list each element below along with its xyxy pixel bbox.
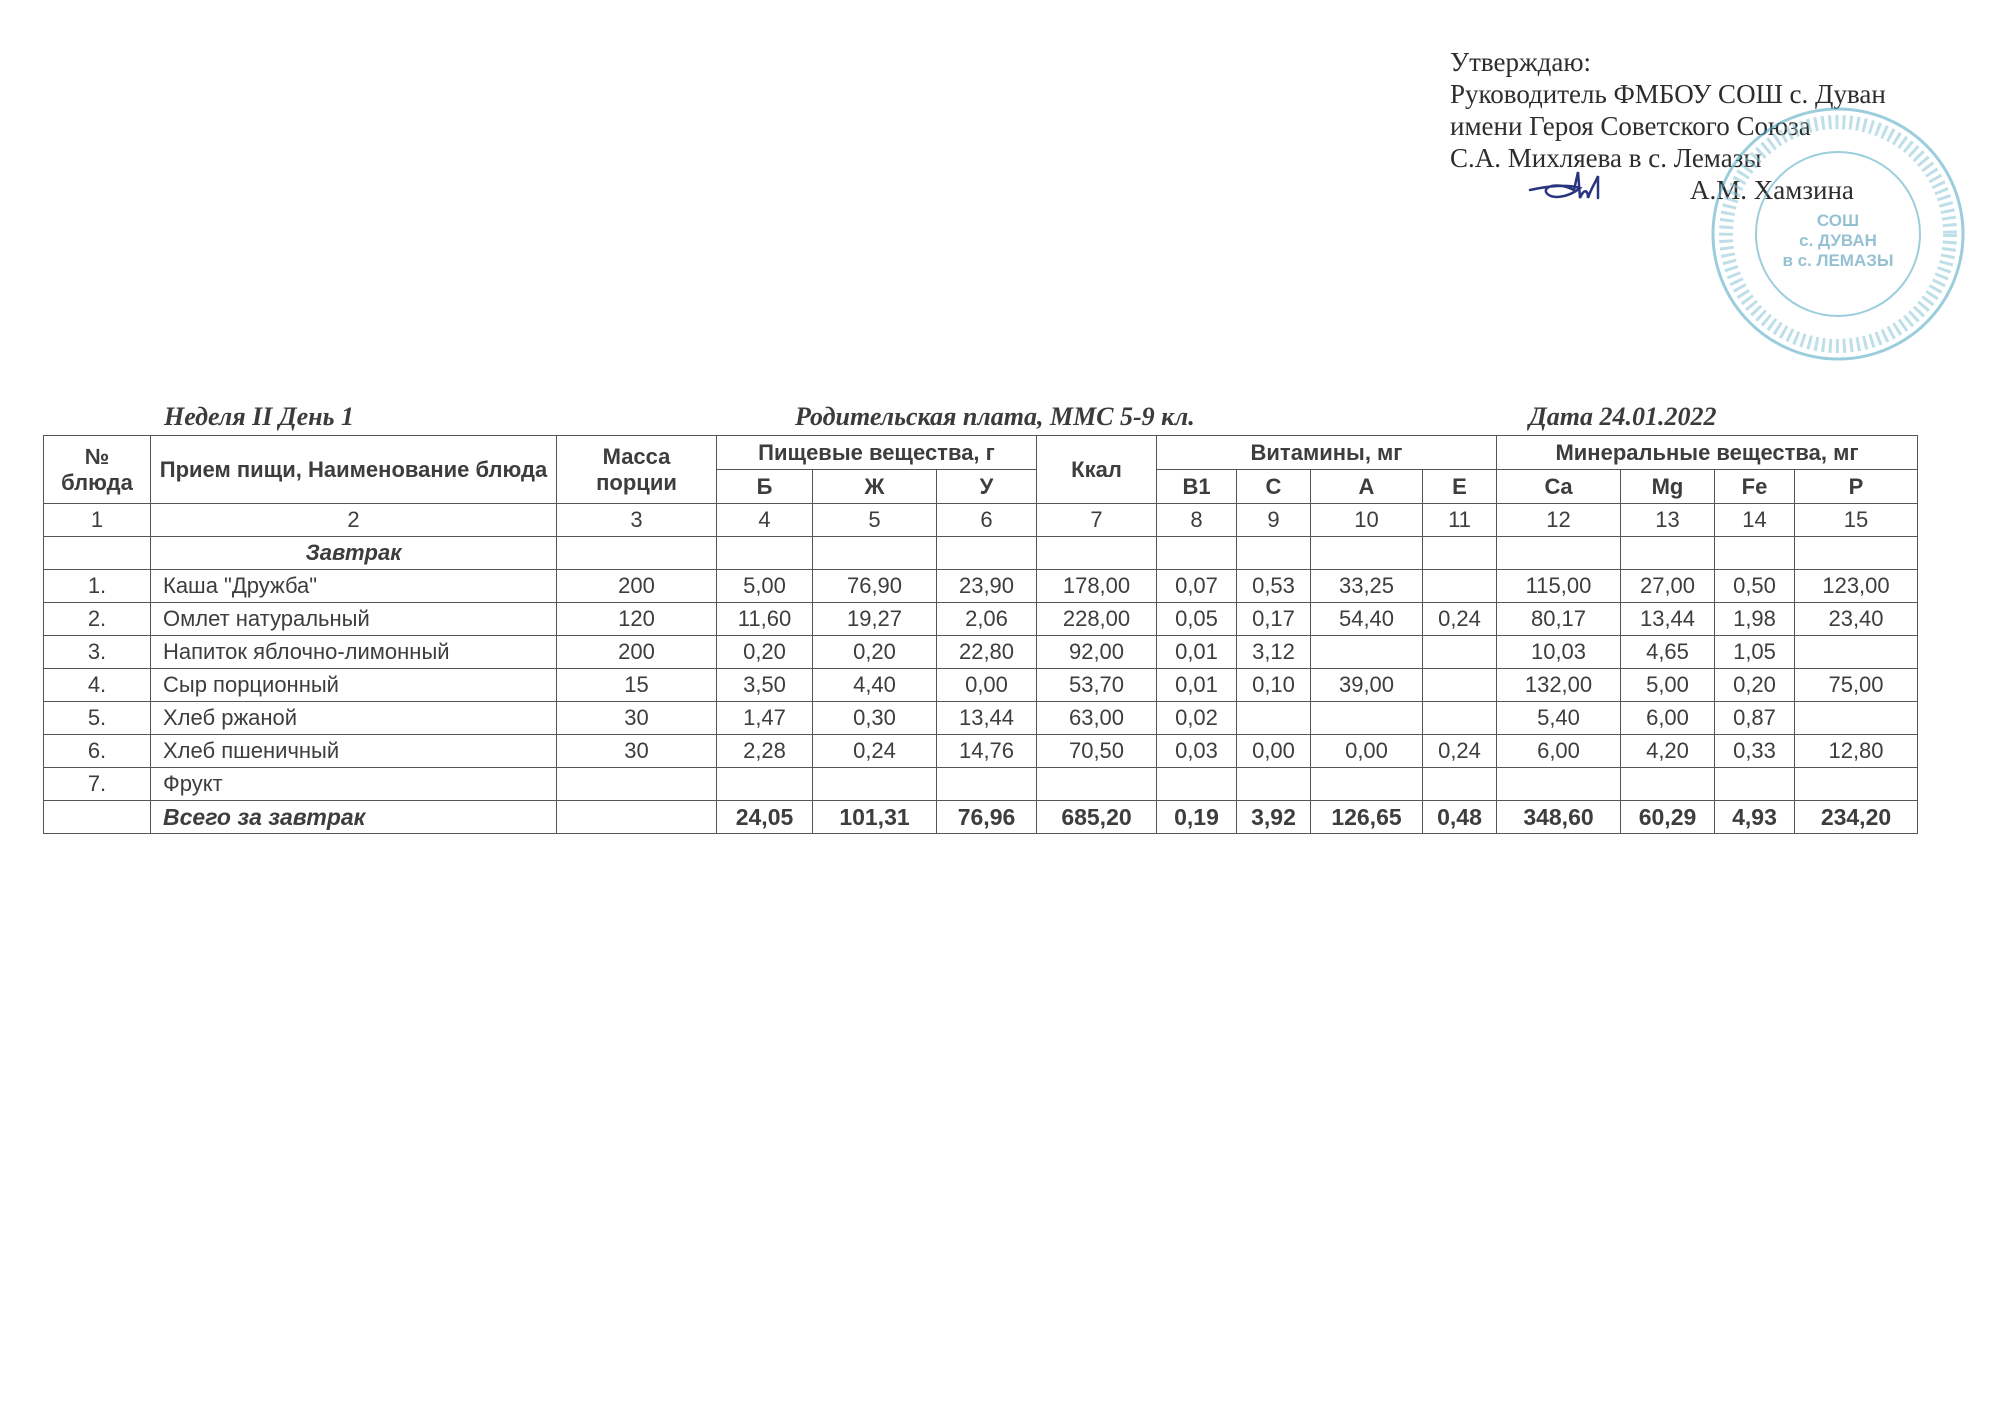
column-number: 11	[1423, 504, 1497, 537]
cell-b	[717, 768, 813, 801]
approval-heading: Утверждаю:	[1450, 47, 1592, 77]
meal-section-row	[44, 537, 1918, 570]
meal-label: Завтрак	[151, 537, 557, 570]
cell-e: 0,24	[1423, 603, 1497, 636]
cell-num: 1.	[44, 570, 151, 603]
col-header-p: P	[1795, 470, 1918, 504]
cell-a	[1311, 768, 1423, 801]
cell-mg: 6,00	[1621, 702, 1715, 735]
cell-e	[1423, 702, 1497, 735]
cell-kcal: 53,70	[1037, 669, 1157, 702]
cell-u: 0,00	[937, 669, 1037, 702]
col-header-b1: B1	[1157, 470, 1237, 504]
cell-zh: 0,20	[813, 636, 937, 669]
svg-text:в с. ЛЕМАЗЫ: в с. ЛЕМАЗЫ	[1782, 251, 1894, 270]
col-header-e: E	[1423, 470, 1497, 504]
cell-e: 0,24	[1423, 735, 1497, 768]
cell-fe: 0,20	[1715, 669, 1795, 702]
cell-e	[1423, 669, 1497, 702]
week-day-caption: Неделя II День 1	[164, 402, 354, 431]
total-e: 0,48	[1423, 801, 1497, 834]
cell-num: 7.	[44, 768, 151, 801]
total-mg: 60,29	[1621, 801, 1715, 834]
cell-fe: 0,33	[1715, 735, 1795, 768]
total-b1: 0,19	[1157, 801, 1237, 834]
cell-u: 2,06	[937, 603, 1037, 636]
approval-line-3: С.А. Михляева в с. Лемазы	[1450, 143, 1762, 173]
col-header-c: C	[1237, 470, 1311, 504]
cell-name: Омлет натуральный	[151, 603, 557, 636]
cell-p	[1795, 702, 1918, 735]
cell-name: Хлеб пшеничный	[151, 735, 557, 768]
table-row	[44, 636, 1918, 669]
cell-num: 2.	[44, 603, 151, 636]
cell-a	[1311, 702, 1423, 735]
cell-ca: 6,00	[1497, 735, 1621, 768]
total-a: 126,65	[1311, 801, 1423, 834]
col-header-a: A	[1311, 470, 1423, 504]
cell-c	[1237, 702, 1311, 735]
cell-kcal: 63,00	[1037, 702, 1157, 735]
signature-icon	[1528, 168, 1618, 208]
cell-name: Сыр порционный	[151, 669, 557, 702]
cell-b: 5,00	[717, 570, 813, 603]
cell-c: 3,12	[1237, 636, 1311, 669]
cell-p: 12,80	[1795, 735, 1918, 768]
cell-mass: 30	[557, 735, 717, 768]
cell-mass: 15	[557, 669, 717, 702]
cell-name: Каша "Дружба"	[151, 570, 557, 603]
col-header-ca: Ca	[1497, 470, 1621, 504]
cell-u: 14,76	[937, 735, 1037, 768]
cell-p: 75,00	[1795, 669, 1918, 702]
column-number: 13	[1621, 504, 1715, 537]
cell-ca: 115,00	[1497, 570, 1621, 603]
cell-kcal	[1037, 768, 1157, 801]
column-number: 15	[1795, 504, 1918, 537]
cell-p	[1795, 636, 1918, 669]
cell-b: 3,50	[717, 669, 813, 702]
signer-name: А.М. Хамзина	[1690, 175, 1854, 205]
cell-mass: 120	[557, 603, 717, 636]
approval-line-1: Руководитель ФМБОУ СОШ с. Дуван	[1450, 79, 1886, 109]
cell-b1: 0,05	[1157, 603, 1237, 636]
table-row	[44, 768, 1918, 801]
cell-u: 23,90	[937, 570, 1037, 603]
cell-zh	[813, 768, 937, 801]
cell-ca: 10,03	[1497, 636, 1621, 669]
cell-a	[1311, 636, 1423, 669]
cell-kcal: 70,50	[1037, 735, 1157, 768]
col-header-mass: Масса порции	[557, 436, 717, 504]
col-header-fe: Fe	[1715, 470, 1795, 504]
col-header-name: Прием пищи, Наименование блюда	[151, 436, 557, 504]
cell-fe: 0,87	[1715, 702, 1795, 735]
cell-mass: 200	[557, 636, 717, 669]
cell-u: 13,44	[937, 702, 1037, 735]
total-row	[44, 801, 1918, 834]
document-title: Родительская плата, ММС 5-9 кл.	[795, 402, 1195, 431]
cell-mg: 5,00	[1621, 669, 1715, 702]
approval-line-2: имени Героя Советского Союза	[1450, 111, 1811, 141]
cell-p: 123,00	[1795, 570, 1918, 603]
total-c: 3,92	[1237, 801, 1311, 834]
table-row	[44, 570, 1918, 603]
cell-fe	[1715, 768, 1795, 801]
cell-ca: 132,00	[1497, 669, 1621, 702]
column-number: 8	[1157, 504, 1237, 537]
total-fe: 4,93	[1715, 801, 1795, 834]
cell-mg	[1621, 768, 1715, 801]
cell-b1: 0,07	[1157, 570, 1237, 603]
cell-p	[1795, 768, 1918, 801]
cell-zh: 0,30	[813, 702, 937, 735]
dish-rows	[44, 570, 1918, 801]
table-row	[44, 603, 1918, 636]
column-number: 1	[44, 504, 151, 537]
cell-zh: 19,27	[813, 603, 937, 636]
column-number: 5	[813, 504, 937, 537]
cell-zh: 4,40	[813, 669, 937, 702]
column-number: 3	[557, 504, 717, 537]
cell-b: 11,60	[717, 603, 813, 636]
cell-a: 0,00	[1311, 735, 1423, 768]
cell-b1: 0,01	[1157, 669, 1237, 702]
total-zh: 101,31	[813, 801, 937, 834]
col-header-zh: Ж	[813, 470, 937, 504]
table-row	[44, 702, 1918, 735]
cell-e	[1423, 768, 1497, 801]
total-kcal: 685,20	[1037, 801, 1157, 834]
header-row-1	[44, 436, 1918, 470]
col-header-kcal: Ккал	[1037, 436, 1157, 504]
cell-ca: 5,40	[1497, 702, 1621, 735]
menu-table	[43, 435, 1918, 834]
column-number: 12	[1497, 504, 1621, 537]
cell-num: 5.	[44, 702, 151, 735]
school-stamp-icon	[1688, 104, 1988, 364]
cell-zh: 76,90	[813, 570, 937, 603]
cell-mass	[557, 768, 717, 801]
col-header-b: Б	[717, 470, 813, 504]
column-number: 9	[1237, 504, 1311, 537]
total-p: 234,20	[1795, 801, 1918, 834]
cell-kcal: 92,00	[1037, 636, 1157, 669]
col-header-num: № блюда	[44, 436, 151, 504]
cell-a: 39,00	[1311, 669, 1423, 702]
cell-num: 4.	[44, 669, 151, 702]
cell-kcal: 228,00	[1037, 603, 1157, 636]
cell-a: 54,40	[1311, 603, 1423, 636]
cell-fe: 0,50	[1715, 570, 1795, 603]
total-u: 76,96	[937, 801, 1037, 834]
column-number: 7	[1037, 504, 1157, 537]
total-ca: 348,60	[1497, 801, 1621, 834]
cell-ca	[1497, 768, 1621, 801]
cell-c: 0,53	[1237, 570, 1311, 603]
cell-mg: 4,20	[1621, 735, 1715, 768]
cell-name: Фрукт	[151, 768, 557, 801]
column-number: 4	[717, 504, 813, 537]
cell-c	[1237, 768, 1311, 801]
col-group-vitamins: Витамины, мг	[1157, 436, 1497, 470]
cell-b1: 0,02	[1157, 702, 1237, 735]
cell-u	[937, 768, 1037, 801]
column-number: 14	[1715, 504, 1795, 537]
cell-p: 23,40	[1795, 603, 1918, 636]
cell-kcal: 178,00	[1037, 570, 1157, 603]
cell-ca: 80,17	[1497, 603, 1621, 636]
cell-name: Напиток яблочно-лимонный	[151, 636, 557, 669]
cell-num: 3.	[44, 636, 151, 669]
cell-b1: 0,03	[1157, 735, 1237, 768]
column-number-row	[44, 504, 1918, 537]
column-number: 6	[937, 504, 1037, 537]
cell-mg: 13,44	[1621, 603, 1715, 636]
cell-a: 33,25	[1311, 570, 1423, 603]
table-row	[44, 735, 1918, 768]
col-header-u: У	[937, 470, 1037, 504]
total-label: Всего за завтрак	[151, 801, 557, 834]
cell-c: 0,10	[1237, 669, 1311, 702]
column-number: 10	[1311, 504, 1423, 537]
cell-mg: 4,65	[1621, 636, 1715, 669]
cell-e	[1423, 636, 1497, 669]
cell-b: 1,47	[717, 702, 813, 735]
cell-mg: 27,00	[1621, 570, 1715, 603]
col-group-nutrients: Пищевые вещества, г	[717, 436, 1037, 470]
col-group-minerals: Минеральные вещества, мг	[1497, 436, 1918, 470]
cell-num: 6.	[44, 735, 151, 768]
cell-mass: 30	[557, 702, 717, 735]
total-b: 24,05	[717, 801, 813, 834]
col-header-mg: Mg	[1621, 470, 1715, 504]
table-row	[44, 669, 1918, 702]
cell-mass: 200	[557, 570, 717, 603]
cell-zh: 0,24	[813, 735, 937, 768]
date-caption: Дата 24.01.2022	[1529, 402, 1717, 431]
cell-fe: 1,98	[1715, 603, 1795, 636]
svg-text:СОШ: СОШ	[1816, 211, 1860, 230]
cell-name: Хлеб ржаной	[151, 702, 557, 735]
cell-fe: 1,05	[1715, 636, 1795, 669]
cell-b1: 0,01	[1157, 636, 1237, 669]
cell-b: 0,20	[717, 636, 813, 669]
cell-b1	[1157, 768, 1237, 801]
cell-u: 22,80	[937, 636, 1037, 669]
cell-b: 2,28	[717, 735, 813, 768]
column-number: 2	[151, 504, 557, 537]
cell-c: 0,17	[1237, 603, 1311, 636]
svg-text:с. ДУВАН: с. ДУВАН	[1799, 231, 1877, 250]
cell-e	[1423, 570, 1497, 603]
cell-c: 0,00	[1237, 735, 1311, 768]
